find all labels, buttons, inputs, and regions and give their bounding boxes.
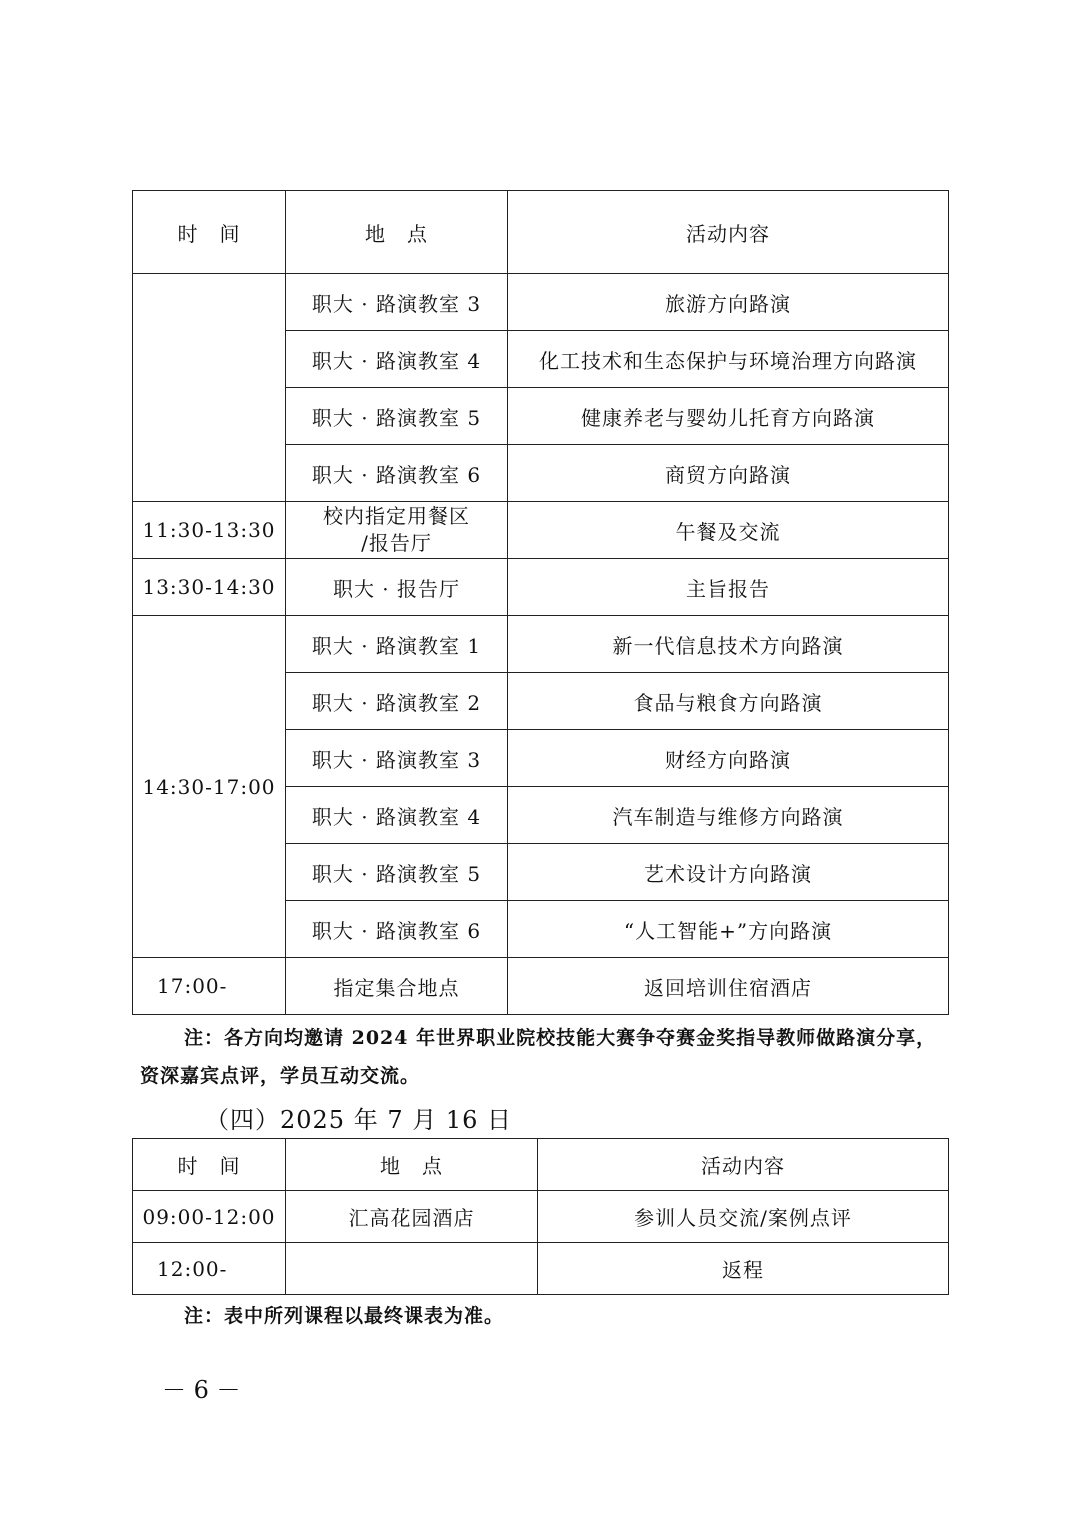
schedule-table-2 bbox=[132, 1138, 949, 1295]
place-cell: 职大 · 报告厅 bbox=[286, 559, 508, 616]
section-title: （四）2025 年 7 月 16 日 bbox=[205, 1106, 513, 1134]
content-cell: 旅游方向路演 bbox=[508, 274, 949, 331]
note-1: 注：各方向均邀请 2024 年世界职业院校技能大赛争夺赛金奖指导教师做路演分享，资深嘉宾点评，学员互动交流。 bbox=[140, 1027, 937, 1087]
table-row-keynote bbox=[133, 559, 949, 616]
place-cell: 职大 · 路演教室 6 bbox=[286, 901, 508, 958]
time-cell: 09:00-12:00 bbox=[133, 1191, 286, 1243]
place-cell: 职大 · 路演教室 4 bbox=[286, 331, 508, 388]
table-header-row bbox=[133, 1139, 949, 1191]
time-cell: 17:00- bbox=[133, 958, 286, 1015]
content-cell: 午餐及交流 bbox=[508, 502, 949, 559]
place-cell: 职大 · 路演教室 3 bbox=[286, 274, 508, 331]
header-content: 活动内容 bbox=[508, 191, 949, 274]
content-cell: 返程 bbox=[538, 1243, 949, 1295]
place-cell: 职大 · 路演教室 5 bbox=[286, 844, 508, 901]
place-cell: 职大 · 路演教室 6 bbox=[286, 445, 508, 502]
time-cell: 14:30-17:00 bbox=[133, 616, 286, 958]
content-cell: 新一代信息技术方向路演 bbox=[508, 616, 949, 673]
time-cell: 12:00- bbox=[133, 1243, 286, 1295]
content-cell: 参训人员交流/案例点评 bbox=[538, 1191, 949, 1243]
place-line-1: 校内指定用餐区 bbox=[323, 504, 470, 528]
place-cell: 指定集合地点 bbox=[286, 958, 508, 1015]
note-2: 注：表中所列课程以最终课表为准。 bbox=[184, 1305, 505, 1327]
table-row bbox=[133, 616, 949, 673]
place-cell bbox=[286, 502, 508, 559]
place-cell: 职大 · 路演教室 2 bbox=[286, 673, 508, 730]
table-header-row bbox=[133, 191, 949, 274]
content-cell: 健康养老与婴幼儿托育方向路演 bbox=[508, 388, 949, 445]
header-place: 地 点 bbox=[286, 191, 508, 274]
content-cell: 汽车制造与维修方向路演 bbox=[508, 787, 949, 844]
content-cell: 商贸方向路演 bbox=[508, 445, 949, 502]
place-cell bbox=[286, 1243, 538, 1295]
content-cell: 返回培训住宿酒店 bbox=[508, 958, 949, 1015]
place-cell: 职大 · 路演教室 5 bbox=[286, 388, 508, 445]
content-cell: “人工智能+”方向路演 bbox=[508, 901, 949, 958]
schedule-table-1 bbox=[132, 190, 949, 1015]
table-row-lunch bbox=[133, 502, 949, 559]
place-cell: 职大 · 路演教室 4 bbox=[286, 787, 508, 844]
content-cell: 食品与粮食方向路演 bbox=[508, 673, 949, 730]
content-cell: 财经方向路演 bbox=[508, 730, 949, 787]
header-time: 时 间 bbox=[133, 1139, 286, 1191]
table-row-return bbox=[133, 958, 949, 1015]
table-row bbox=[133, 274, 949, 331]
content-cell: 化工技术和生态保护与环境治理方向路演 bbox=[508, 331, 949, 388]
place-line-2: /报告厅 bbox=[361, 531, 432, 555]
place-cell: 职大 · 路演教室 3 bbox=[286, 730, 508, 787]
time-cell bbox=[133, 274, 286, 502]
place-cell: 汇高花园酒店 bbox=[286, 1191, 538, 1243]
header-place: 地 点 bbox=[286, 1139, 538, 1191]
content-cell: 艺术设计方向路演 bbox=[508, 844, 949, 901]
page-number: － 6 － bbox=[162, 1376, 241, 1404]
place-cell: 职大 · 路演教室 1 bbox=[286, 616, 508, 673]
table-row bbox=[133, 1243, 949, 1295]
table-row bbox=[133, 1191, 949, 1243]
header-time: 时 间 bbox=[133, 191, 286, 274]
time-cell: 11:30-13:30 bbox=[133, 502, 286, 559]
content-cell: 主旨报告 bbox=[508, 559, 949, 616]
time-cell: 13:30-14:30 bbox=[133, 559, 286, 616]
header-content: 活动内容 bbox=[538, 1139, 949, 1191]
